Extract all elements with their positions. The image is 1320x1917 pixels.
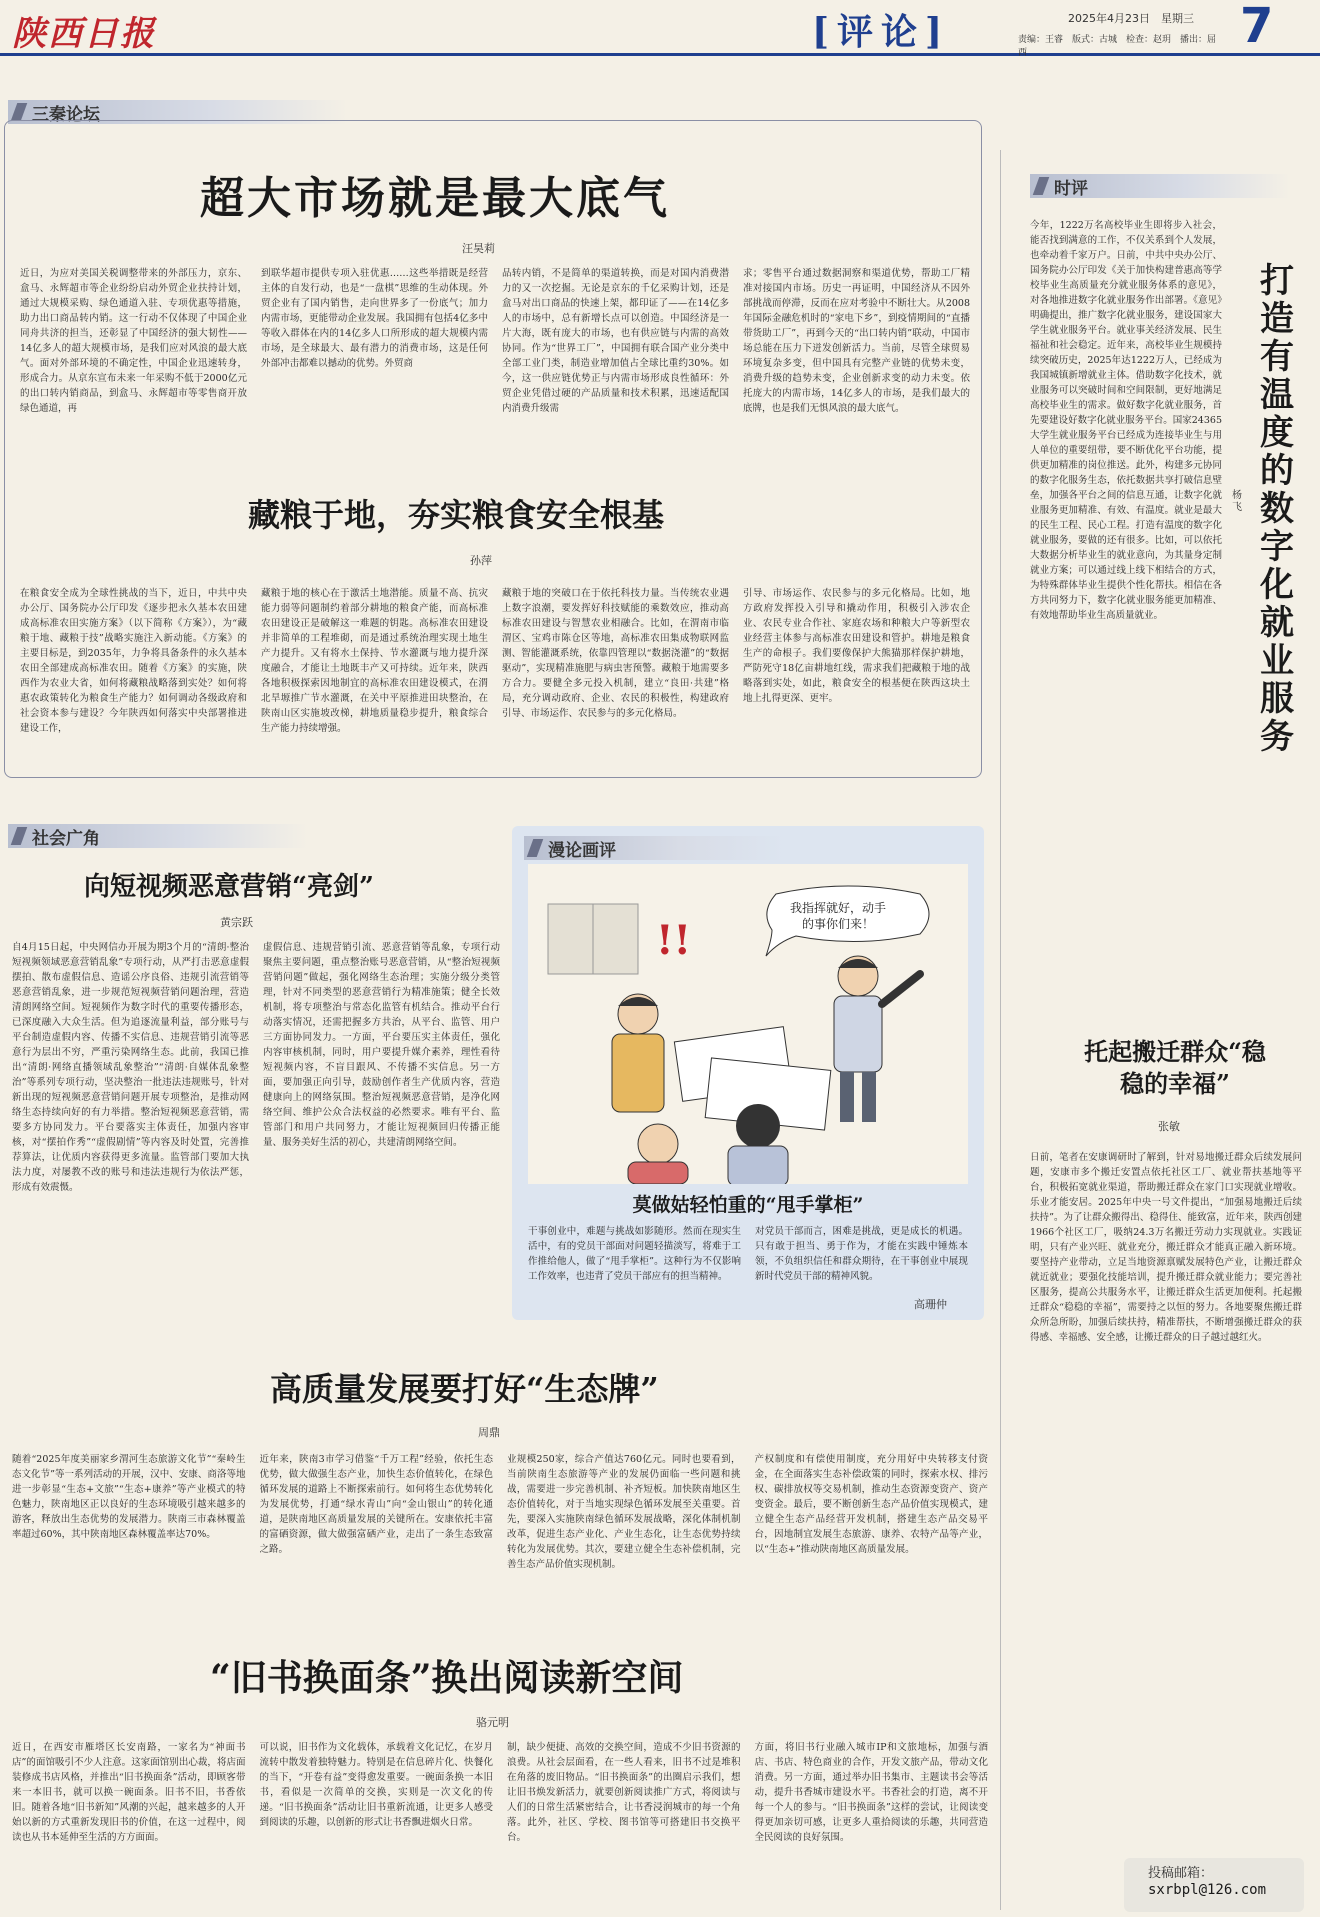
byline-a8: 骆元明: [476, 1716, 509, 1729]
article-a7-body: [12, 1452, 988, 1622]
worker-1-body: [612, 1034, 664, 1112]
article-a8-col2: 可以说，旧书作为文化载体，承载着文化记忆，在岁月流转中散发着独特魅力。特别是在信息碎片化、快餐化的当下，“开卷有益”变得愈发重要。一碗面条换一本旧书，看似是一次简单的交换，实则是一次文化的传递。“旧书换面条”活动让旧书重新流通，让更多人感受到阅读的乐趣，以创新的形式让书香飘进烟火日常。: [259, 1742, 493, 1828]
article-a1-col3: 品转内销，不是简单的渠道转换，而是对国内消费潜力的又一次挖掘。无论是京东的千亿采购计划，还是盒马对出口商品的快速上架，都印证了——在14亿多人的市场中，总有新增长点可以创造。中国经济是一片大海，既有庞大的市场，也有供应链与内需的高效协同。作为“世界工厂”，中国拥有联合国产业分类中全部工业门类，制造业增加值占全球比重约30%。如今，这一供应链优势正与内需市场形成良性循环：外贸企业凭借过硬的产品质量和技术积累，迅速适配国内消费升级需: [502, 268, 729, 414]
article-a1-col1: 近日，为应对美国关税调整带来的外部压力，京东、盒马、永辉超市等企业纷纷启动外贸企业扶持计划，通过大规模采购、绿色通道入驻、专项优惠等措施，助力出口商品转内销。这一行动不仅体现了中国企业同舟共济的担当，还彰显了中国经济的强大韧性——14亿多人的超大规模市场，是我们应对风浪的最大底气。面对外部环境的不确定性，中国企业迅速转身，形成合力。从京东宣布未来一年采购不低于2000亿元的出口转内销商品，到盒马、永辉超市等零售商开放绿色通道，再: [20, 268, 247, 414]
article-a1-col2: 到联华超市提供专项入驻优惠……这些举措既是经营主体的自发行动，也是“一盘棋”思维的生动体现。外贸企业有了国内销售，走向世界多了一份底气；加力内需市场，更能带动企业发展。我国拥有包括4亿多中等收入群体在内的14亿多人口所形成的超大规模内需市场，是全球最大、最有潜力的消费市场，这是任何外部冲击都难以撼动的优势。外贸商: [261, 268, 488, 369]
byline-a3: 杨飞: [1232, 490, 1242, 513]
article-a2-col2: 藏粮于地的核心在于激活土地潜能。质量不高、抗灾能力弱等问题制约着部分耕地的粮食产能，而高标准农田建设正是破解这一难题的钥匙。高标准农田建设并非简单的工程堆砌，而是通过系统治理实现土地生产力提升。又有将水土保持、节水灌溉与地力提升深度融合，才能让土地既丰产又可持续。近年来，陕西各地积极探索因地制宜的高标准农田建设模式，在渭北旱塬推广节水灌溉，在关中平原推进田块整治，在陕南山区实施坡改梯，耕地质量稳步提升，粮食综合生产能力持续增强。: [261, 588, 488, 734]
exclamation-marks: !!: [656, 917, 692, 964]
byline-a1: 汪昊莉: [462, 242, 495, 255]
article-a2-col4: 引导、市场运作、农民参与的多元化格局。比如，地方政府发挥投入引导和撬动作用，积极引入涉农企业、农民专业合作社、家庭农场和种粮大户等新型农业经营主体参与高标准农田建设和管护。耕地是粮食生产的命根子。我们要像保护大熊猫那样保护耕地，严防死守18亿亩耕地红线，需求我们把藏粮于地的战略落到实处，如此，粮食安全的根基便在陕西这块土地上扎得更深、更牢。: [743, 588, 970, 704]
column-tag-sanqin: 三秦论坛: [8, 100, 348, 124]
headline-a7: 高质量发展要打好“生态牌”: [270, 1370, 659, 1408]
cartoon-illustration: [528, 864, 968, 1184]
mail-label: 投稿邮箱：: [1148, 1866, 1214, 1881]
byline-a5: 高珊仲: [914, 1298, 947, 1311]
editors-line: 责编：王睿 版式：古城 检查：赵玥 播出：屈西: [1018, 35, 1217, 58]
page-number: 7: [1240, 0, 1274, 54]
article-a8-col3: 制，缺少便捷、高效的交换空间，造成不少旧书资源的浪费。从社会层面看，在一些人看来，旧书不过是堆积在角落的废旧物品。“旧书换面条”的出圈启示我们，想让旧书焕发新活力，就要创新阅读推广方式，将阅读与人们的日常生活紧密结合，让书香浸润城市的每一个角落。此外，社区、学校、图书馆等可搭建旧书交换平台。: [507, 1742, 741, 1843]
article-a7-col3: 业规模250家，综合产值达760亿元。同时也要看到，当前陕南生态旅游等产业的发展仍面临一些问题和挑战，需要进一步完善机制、补齐短板。加快陕南地区生态价值转化，对于当地实现绿色循环发展至关重要。首先，要深入实施陕南绿色循环发展战略，深化体制机制改革，促进生态产业化、产业生态化，让生态优势持续转化为发展优势。其次，要建立健全生态补偿机制，完善生态产品价值实现机制。: [507, 1454, 741, 1570]
date-line: 2025年4月23日 星期三: [1068, 12, 1194, 25]
article-a5-body: [528, 1224, 968, 1314]
byline-a2: 孙萍: [470, 554, 492, 567]
article-a8-col4: 方面，将旧书行业融入城市IP和文旅地标，加强与酒店、书店、特色商业的合作，开发文旅产品，带动文化消费。另一方面，通过举办旧书集市、主题读书会等活动，提升书香城市建设水平。书香社会的打造，离不开每一个人的参与。“旧书换面条”这样的尝试，让阅读变得更加亲切可感，让更多人重拾阅读的乐趣，共同营造全民阅读的良好氛围。: [754, 1742, 988, 1843]
headline-a1: 超大市场就是最大底气: [200, 173, 670, 224]
article-a2-body: [20, 586, 970, 766]
article-a1-col4: 求；零售平台通过数据洞察和渠道优势，帮助工厂精准对接国内市场。历史一再证明，中国经济从不因外部挑战而停滞，反而在应对考验中不断壮大。从2008年国际金融危机时的“家电下乡”，到疫情期间的“直播带货助工厂”，再到今天的“出口转内销”联动，中国市场总能在压力下迸发创新活力。当前，尽管全球贸易环境复杂多变，但中国具有完整产业链的优势未变，消费升级的趋势未变，企业创新求变的动力未变。依托庞大的内需市场，14亿多人的市场，是我们最大的底牌，也是我们无惧风浪的最大底气。: [743, 268, 970, 414]
article-a3-text: 今年，1222万名高校毕业生即将步入社会，能否找到满意的工作，不仅关系到个人发展，也牵动着千家万户。日前，中共中央办公厅、国务院办公厅印发《关于加快构建普惠高等学校毕业生高质量充分就业服务体系的意见》，对各地推进数字化就业服务作出部署。《意见》明确提出，推广数字化就业服务，建设国家大学生就业服务平台。就业事关经济发展、民生福祉和社会稳定。近年来，高校毕业生规模持续突破历史，2025年达1222万人，已经成为我国城镇新增就业主体。借助数字化技术，就业服务可以突破时间和空间限制，更好地满足高校毕业生的需求。做好数字化就业服务，首先要建设好数字化就业服务平台。国家24365大学生就业服务平台已经成为连接毕业生与用人单位的重要纽带，要不断优化平台功能，提供更加精准的岗位推送。此外，构建多元协同的数字化服务生态，依托数据共享打破信息壁垒，加强各平台之间的信息互通，让数字化就业服务更加精准、有效、有温度。就业是最大的民生工程、民心工程。打造有温度的数字化就业服务，要做的还有很多。比如，可以依托大数据分析毕业生的就业意向，为其量身定制就业方案；可以通过线上线下相结合的方式，为特殊群体毕业生提供个性化帮扶。相信在各方共同努力下，数字化就业服务能更加精准、有效地帮助毕业生高质量就业。: [1030, 220, 1222, 621]
headline-a6: 托起搬迁群众“稳稳的幸福”: [1084, 1037, 1266, 1098]
headline-a2: 藏粮于地，夯实粮食安全根基: [248, 496, 665, 534]
speech-text-1: 我指挥就好，动手: [790, 901, 887, 915]
article-a2-col3: 藏粮于地的突破口在于依托科技力量。当传统农业遇上数字浪潮，要发挥好科技赋能的乘数效应，推动高标准农田建设与智慧农业相融合。比如，在渭南市临渭区、宝鸡市陈仓区等地，高标准农田集成物联网监测、智能灌溉系统，依靠四管理以“数据浇灌”的“数据驱动”，实现精准施肥与病虫害预警。藏粮于地需要多方合力。要健全多元投入机制，建立“良田·共建”格局，充分调动政府、企业、农民的积极性，构建政府引导、市场运作、农民参与的多元化格局。: [502, 588, 729, 719]
article-a5-col1: 干事创业中，难题与挑战如影随形。然而在现实生活中，有的党员干部面对问题轻描淡写，将难于工作推给他人，做了“甩手掌柜”。这种行为不仅影响工作效率，也违背了党员干部应有的担当精神。: [528, 1226, 741, 1282]
article-a4-col1: 自4月15日起，中央网信办开展为期3个月的“清朗·整治短视频领域恶意营销乱象”专项行动，从严打击恶意虚假摆拍、散布虚假信息、造谣公序良俗、违规引流营销等恶意营销乱象，进一步规范短视频营销问题治理，营造清朗网络空间。短视频作为数字时代的重要传播形态，已深度融入大众生活。但为追逐流量利益，部分账号与平台制造虚假内容、传播不实信息、违规营销引流等恶意行为层出不穷，严重污染网络生态。此前，我国已推出“清朗·网络直播领域乱象整治”“清朗·自媒体乱象整治”等系列专项行动，坚决整治一批违法违规账号，针对新出现的短视频恶意营销问题开展专项整治，是推动网络生态持续向好的有力举措。整治短视频恶意营销，需要多方协同发力。平台要落实主体责任，加强内容审核，对“摆拍作秀”“虚假剧情”等内容及时处置，完善推荐算法，让优质内容获得更多流量。监管部门要加大执法力度，对屡教不改的账号和违法违规行为依法严惩，形成有效震慑。: [12, 942, 249, 1193]
section-title: [评论]: [812, 11, 951, 53]
worker-2-head: [736, 1104, 780, 1148]
speech-text-2: 的事你们来！: [802, 917, 875, 931]
column-tag-shiping: 时评: [1030, 174, 1290, 198]
byline-a7: 周鼎: [478, 1426, 500, 1439]
cartoon-caption: 莫做姑轻怕重的“甩手掌柜”: [632, 1194, 864, 1216]
article-a7-col4: 产权制度和有偿使用制度，充分用好中央转移支付资金，在全面落实生态补偿政策的同时，探索水权、排污权、碳排放权等交易机制，推动生态资源变资产、资产变资金。最后，要不断创新生态产品价值实现模式，建立健全生态产品经营开发机制，搭建生态产品交易平台，因地制宜发展生态旅游、康养、农特产品等产业，以“生态+”推动陕南地区高质量发展。: [754, 1454, 988, 1555]
boss-body: [834, 996, 882, 1072]
article-a7-col2: 近年来，陕南3市学习借鉴“千万工程”经验，依托生态优势，做大做强生态产业，加快生态价值转化，在绿色循环发展的道路上不断探索前行。如何将生态优势转化为发展优势，打通“绿水青山”向“金山银山”的转化通道，是陕南地区高质量发展的关键所在。安康依托丰富的富硒资源，做大做强富硒产业，走出了一条生态致富之路。: [259, 1454, 493, 1555]
worker-3-head: [638, 1124, 678, 1164]
article-a6-body: [1030, 1150, 1302, 1850]
article-a8-col1: 近日，在西安市雁塔区长安南路，一家名为“神面书店”的面馆吸引不少人注意。这家面馆别出心裁，将店面装修成书店风格，并推出“旧书换面条”活动，即顾客带来一本旧书，就可以换一碗面条。旧书不旧，书香依旧。随着各地“旧书新知”风潮的兴起，越来越多的人开始以新的方式重新发现旧书的价值，在这一过程中，阅读也从书本延伸至生活的方方面面。: [12, 1742, 246, 1843]
page-header: [0, 0, 1320, 56]
masthead: 陕西日报: [12, 14, 156, 54]
article-a7-col1: 随着“2025年度美丽家乡渭河生态旅游文化节”“秦岭生态文化节”等一系列活动的开展，汉中、安康、商洛等地进一步彰显“生态+文旅”“生态+康养”等产业模式的特色魅力，陕南地区正以良好的生态环境吸引越来越多的游客，释放出生态优势的发展潜力。陕南三市森林覆盖率超过60%，其中陕南地区森林覆盖率达70%。: [12, 1454, 246, 1540]
column-tag-shehui: 社会广角: [8, 824, 308, 848]
column-divider: [1000, 150, 1001, 1910]
byline-a6: 张敏: [1158, 1120, 1180, 1133]
article-a4-col2: 虚假信息、违规营销引流、恶意营销等乱象，专项行动聚焦主要问题，重点整治账号恶意营销，从“整治短视频营销问题”做起，强化网络生态治理；实施分级分类管理，针对不同类型的恶意营销行为精准施策；健全长效机制，将专项整治与常态化监管有机结合。推动平台行动落实情况，还需把握多方共治，从平台、监管、用户三方面协同发力。一方面，平台要压实主体责任，强化内容审核机制，同时，用户要提升媒介素养，理性看待短视频内容，不盲目跟风、不传播不实信息。另一方面，要加强正向引导，鼓励创作者生产优质内容，营造健康向上的网络氛围。整治短视频恶意营销，是净化网络空间、维护公众合法权益的必然要求。唯有平台、监管部门和用户共同努力，才能让短视频回归传播正能量、服务美好生活的初心，共建清朗网络空间。: [263, 942, 500, 1148]
article-a1-body: [20, 266, 970, 454]
boss-leg-left: [840, 1072, 854, 1122]
article-a6-text: 日前，笔者在安康调研时了解到，针对易地搬迁群众后续发展问题，安康市多个搬迁安置点依托社区工厂、就业帮扶基地等平台，积极拓宽就业渠道，帮助搬迁群众在家门口实现就业增收。乐业才能安居。2025年中央一号文件提出，“加强易地搬迁后续扶持”。为了让群众搬得出、稳得住、能致富，近年来，陕西创建1966个社区工厂，吸纳24.3万名搬迁劳动力实现就业。实践证明，只有产业兴旺、就业充分，搬迁群众才能真正融入新环境。要坚持产业带动，立足当地资源禀赋发展特色产业，让搬迁群众就近就业；要强化技能培训，提升搬迁群众就业能力；要完善社区服务，提高公共服务水平，让搬迁群众生活更加便利。托起搬迁群众“稳稳的幸福”，需要持之以恒的努力。各地要聚焦搬迁群众所急所盼，加强后续扶持，精准帮扶，不断增强搬迁群众的获得感、幸福感、安全感，让搬迁群众的日子越过越红火。: [1030, 1152, 1302, 1343]
mail-address[interactable]: sxrbpl@126.com: [1148, 1882, 1267, 1898]
headline-a3: 打造有温度的数字化就业服务: [1260, 261, 1294, 757]
headline-a4: 向短视频恶意营销“亮剑”: [84, 872, 374, 902]
article-a5-col2: 对党员干部而言，困难是挑战，更是成长的机遇。只有敢于担当、勇于作为，才能在实践中锤炼本领，不负组织信任和群众期待，在干事创业中展现新时代党员干部的精神风貌。: [755, 1226, 968, 1282]
article-a4-body: [12, 940, 500, 1320]
worker-3-body: [628, 1162, 688, 1184]
cartoon-drawing: [528, 864, 968, 1184]
article-a8-body: [12, 1740, 988, 1912]
headline-a8: “旧书换面条”换出阅读新空间: [210, 1657, 684, 1699]
article-a3-body: [1030, 218, 1222, 1018]
column-tag-manlun: 漫论画评: [524, 836, 784, 860]
article-a2-col1: 在粮食安全成为全球性挑战的当下，近日，中共中央办公厅、国务院办公厅印发《逐步把永久基本农田建成高标准农田实施方案》（以下简称《方案》），为“藏粮于地、藏粮于技”战略实施注入新动能。《方案》的主要目标是，到2035年，力争将具备条件的永久基本农田全部建成高标准农田。随着《方案》的实施，陕西作为农业大省，如何将藏粮战略落到实处？如何将惠农政策转化为粮食生产能力？如何调动各级政府和社会资本参与建设？今年陕西如何落实中央部署推进建设工作，: [20, 588, 247, 734]
boss-leg-right: [862, 1072, 876, 1122]
byline-a4: 黄宗跃: [220, 916, 253, 929]
worker-2-body: [728, 1146, 788, 1184]
